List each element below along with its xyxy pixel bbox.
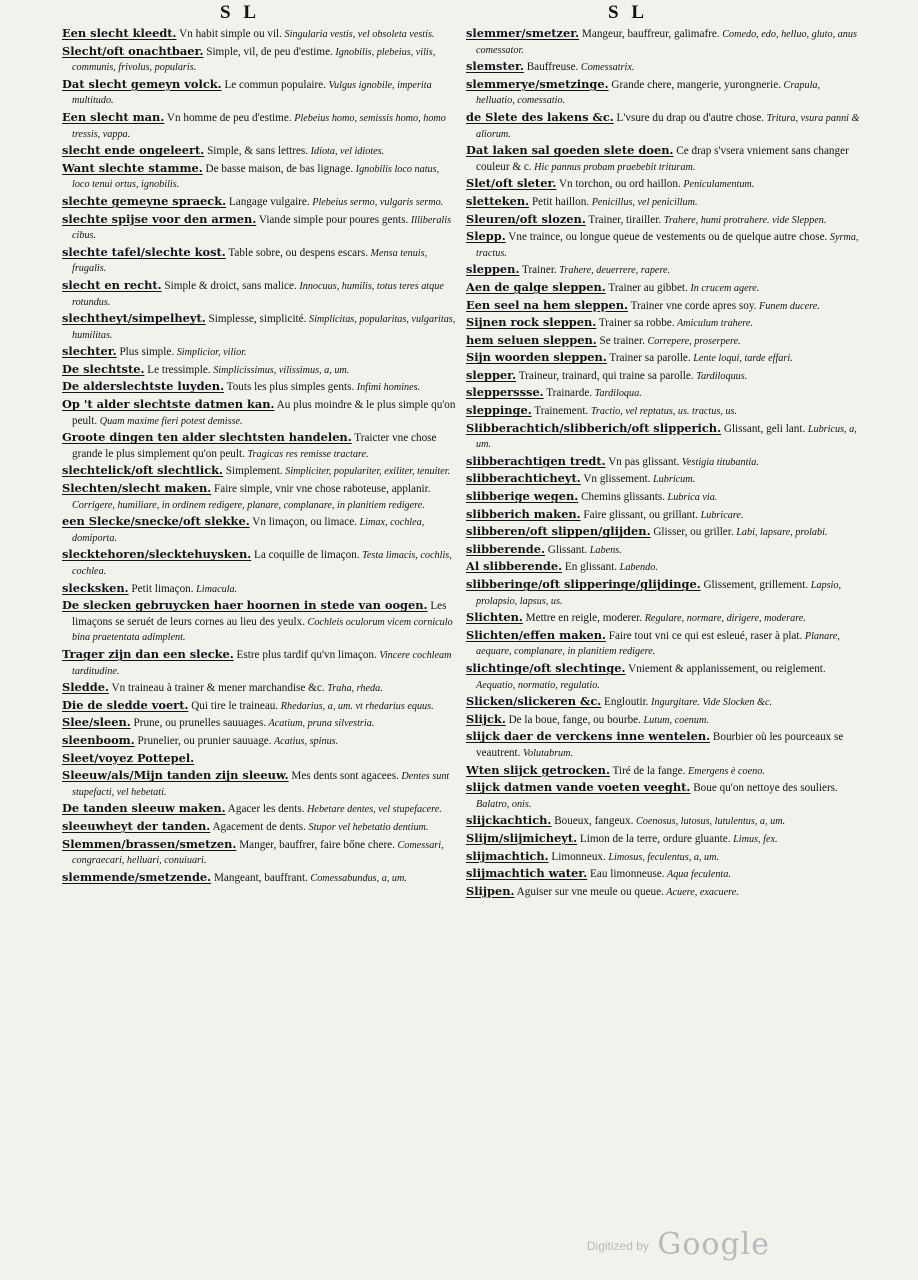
dictionary-entry [466, 421, 861, 453]
headword: slijmachtich water. [466, 866, 588, 881]
dictionary-entry [466, 577, 861, 609]
french-gloss: Simple & droict, sans malice. [161, 279, 297, 292]
latin-gloss: Crapula, helluatio, comessatio. [476, 79, 821, 107]
headword: slechtheyt/simpelheyt. [62, 311, 206, 326]
latin-gloss: Limacula. [193, 583, 238, 595]
headword: slecht en recht. [62, 277, 162, 292]
french-gloss: Vn glissement. [580, 473, 651, 486]
dictionary-entry [466, 229, 861, 261]
french-gloss: Prune, ou prunelles sauuages. [130, 717, 267, 730]
latin-gloss: Dentes sunt stupefacti, vel hebetati. [72, 771, 450, 798]
latin-gloss: Acatium, pruna silvestria. [266, 718, 375, 730]
latin-gloss: Limax, cochlea, domiporta. [72, 517, 425, 544]
headword: Slijck. [466, 711, 506, 726]
latin-gloss: In crucem agere. [687, 282, 760, 294]
headword: Slichten/effen maken. [466, 627, 606, 642]
latin-gloss: Quam maxime fieri potest demisse. [97, 415, 243, 427]
french-gloss: Le commun populaire. [221, 78, 327, 91]
french-gloss: Glissant, geli lant. [721, 422, 806, 435]
french-gloss: Trainement. [531, 405, 589, 418]
latin-gloss: Singularia vestis, vel obsoleta vestis. [281, 29, 435, 40]
latin-gloss: Plebeius homo, semissis homo, homo tressis, vappa. [72, 112, 446, 140]
headword: slecht ende ongeleert. [62, 143, 205, 158]
french-gloss: Petit limaçon. [128, 582, 194, 595]
headword: slibberinge/oft slipperinge/glijdinge. [466, 577, 701, 591]
french-gloss: Le tressimple. [144, 363, 211, 376]
headword: Aen de galge sleppen. [466, 279, 606, 294]
dictionary-entry [62, 870, 457, 887]
latin-gloss: Hebetare dentes, vel stupefacere. [304, 804, 442, 816]
dictionary-entry [466, 176, 861, 193]
dictionary-entry [466, 315, 861, 332]
latin-gloss: Aqua feculenta. [664, 869, 731, 881]
dictionary-entry [466, 694, 861, 711]
left-column [62, 26, 457, 1241]
headword: slepperssse. [466, 385, 544, 400]
headword: slijmachtich. [466, 848, 549, 863]
dictionary-entry [62, 463, 457, 480]
dictionary-entry [62, 344, 457, 361]
french-gloss: Aguiser sur vne meule ou queue. [514, 885, 664, 898]
latin-gloss: Mensa tenuis, frugalis. [72, 247, 428, 275]
headword: slibberachticheyt. [466, 471, 581, 486]
latin-gloss: Limus, fex. [730, 833, 778, 845]
headword: slemmende/smetzende. [62, 869, 212, 884]
latin-gloss: Lutum, coenum. [640, 714, 709, 726]
latin-gloss: Lubricum. [650, 474, 696, 486]
headword: Slechten/slecht maken. [62, 481, 212, 496]
french-gloss: Vniement & applanissement, ou reiglement. [625, 662, 826, 675]
dictionary-entry [466, 471, 861, 488]
latin-gloss: Tardiloquus. [693, 370, 748, 382]
dictionary-entry [466, 143, 861, 175]
latin-gloss: Volutabrum. [520, 747, 574, 759]
headword: slichtinge/oft slechtinge. [466, 660, 626, 675]
dictionary-entry [62, 698, 457, 715]
latin-gloss: Aequatio, normatio, regulatio. [476, 679, 600, 691]
headword: De slechtste. [62, 361, 145, 376]
headword: sletteken. [466, 193, 530, 208]
latin-gloss: Lubricare. [698, 509, 744, 521]
latin-gloss: Hic pannus probam praebebit trituram. [531, 161, 696, 173]
dictionary-entry [466, 849, 861, 866]
headword: slibberende. [466, 541, 545, 556]
latin-gloss: Simplicitas, popularitas, vulgaritas, humilitas. [72, 314, 456, 341]
dictionary-entry [62, 44, 457, 76]
dictionary-entry [62, 77, 457, 109]
headword: slechte tafel/slechte kost. [62, 244, 226, 259]
french-gloss: Trainer, tirailler. [585, 213, 662, 226]
latin-gloss: Tractio, vel reptatus, us. tractus, us. [588, 406, 738, 418]
latin-gloss: Acuere, exacuere. [663, 886, 739, 898]
headword: sleenboom. [62, 732, 135, 747]
french-gloss: Trainer sa robbe. [596, 317, 675, 330]
dictionary-entry [62, 110, 457, 142]
headword: slibberich maken. [466, 506, 581, 521]
french-gloss: Vn traineau à trainer & mener marchandise &c. [108, 682, 325, 695]
headword: Op 't alder slechtste datmen kan. [62, 397, 275, 412]
french-gloss: Agacer les dents. [225, 803, 305, 816]
dictionary-entry [62, 598, 457, 646]
dictionary-entry [466, 866, 861, 883]
headword: slibberachtigen tredt. [466, 453, 606, 468]
dictionary-entry [62, 733, 457, 750]
latin-gloss: Cochleis oculorum vicem corniculo bina praetentata adimplent. [72, 616, 453, 644]
dictionary-entry [62, 26, 457, 43]
headword: Sledde. [62, 680, 109, 695]
french-gloss: Ce drap s'vsera vniement sans changer couleur & c. [476, 145, 849, 173]
headword: Een slecht kleedt. [62, 26, 177, 40]
french-gloss: Boueux, fangeux. [551, 815, 634, 828]
latin-gloss: Testa limacis, cochlis, cochlea. [72, 550, 452, 577]
latin-gloss: Idiota, vel idiotes. [308, 146, 385, 158]
dictionary-entry [466, 403, 861, 420]
french-gloss: Simplesse, simplicité. [205, 313, 307, 326]
headword: Want slechte stamme. [62, 160, 203, 175]
watermark-small-text: Digitized by [586, 1239, 649, 1253]
dictionary-entry [62, 278, 457, 310]
latin-gloss: Lente loqui, tarde effari. [690, 353, 793, 365]
latin-gloss: Syrma, tractus. [476, 232, 859, 259]
dictionary-entry [62, 768, 457, 800]
dictionary-entry [62, 481, 457, 513]
dictionary-entry [62, 837, 457, 869]
french-gloss: Les limaçons se seruét de leurs cornes au lieu des yeulx. [72, 600, 447, 628]
dictionary-entry [62, 547, 457, 579]
dictionary-entry [62, 430, 457, 462]
latin-gloss: Vulgus ignobile, imperita multitudo. [72, 79, 432, 107]
latin-gloss: Labens. [587, 544, 622, 556]
running-head-right: S L [608, 2, 648, 23]
french-gloss: Tiré de la fange. [609, 764, 686, 777]
latin-gloss: Penicillus, vel penicillum. [589, 196, 698, 208]
headword: Slet/oft sleter. [466, 176, 557, 191]
headword: slepper. [466, 367, 517, 382]
french-gloss: Prunelier, ou prunier sauuage. [134, 734, 272, 747]
french-gloss: Langage vulgaire. [226, 195, 310, 208]
latin-gloss: Peniculamentum. [680, 179, 755, 191]
french-gloss: Agacement de dents. [210, 820, 306, 833]
latin-gloss: Limosus, feculentus, a, um. [605, 851, 720, 863]
headword: slecksken. [62, 580, 129, 595]
dictionary-entry [466, 385, 861, 402]
french-gloss: Vn habit simple ou vil. [176, 28, 282, 40]
french-gloss: Bourbier où les pourceaux se veautrent. [476, 731, 844, 759]
latin-gloss: Stupor vel hebetatio dentium. [305, 821, 429, 833]
latin-gloss: Planare, aequare, complanare, in planitiem redigere. [476, 630, 840, 658]
latin-gloss: Comedo, edo, helluo, gluto, anus comessator. [476, 29, 857, 56]
french-gloss: Manger, bauffrer, faire bőne chere. [236, 838, 395, 851]
latin-gloss: Lapsio, prolapsio, lapsus, us. [476, 580, 842, 607]
french-gloss: Boue qu'on nettoye des souliers. [690, 782, 838, 795]
dictionary-entry [62, 581, 457, 598]
headword: Slee/sleen. [62, 715, 131, 730]
french-gloss: Engloutir. [601, 696, 649, 709]
french-gloss: Table sobre, ou despens escars. [225, 246, 368, 259]
headword: Slecht/oft onachtbaer. [62, 43, 204, 58]
french-gloss: Limonneux. [548, 850, 606, 863]
headword: slibberen/oft slippen/glijden. [466, 524, 651, 539]
dictionary-entry [62, 194, 457, 211]
dictionary-entry [466, 884, 861, 901]
headword: slechte spijse voor den armen. [62, 211, 257, 226]
headword: slechtelick/oft slechtlick. [62, 463, 223, 478]
latin-gloss: Amiculum trahere. [674, 318, 753, 330]
french-gloss: Vn torchon, ou ord haillon. [556, 178, 681, 191]
french-gloss: Simple, vil, de peu d'estime. [203, 45, 333, 58]
french-gloss: L'vsure du drap ou d'autre chose. [613, 111, 765, 124]
latin-gloss: Innocuus, humilis, totus teres atque rotundus. [72, 280, 444, 308]
french-gloss: Eau limonneuse. [587, 868, 665, 881]
french-gloss: Simplement. [223, 465, 283, 478]
dictionary-entry [62, 819, 457, 836]
french-gloss: Bauffreuse. [523, 61, 579, 74]
french-gloss: Chemins glissants. [578, 491, 665, 504]
latin-gloss: Corrigere, humiliare, in ordinem redigere, planare, complanare, in planitiem redigere. [72, 499, 425, 511]
headword: hem seluen sleppen. [466, 332, 597, 347]
dictionary-entry [466, 59, 861, 76]
headword: Slepp. [466, 229, 506, 244]
latin-gloss: Labi, lapsare, prolabi. [733, 527, 828, 539]
dictionary-entry [466, 559, 861, 576]
french-gloss: Glissant. [544, 543, 588, 556]
latin-gloss: Comessatrix. [578, 62, 635, 74]
latin-gloss: Emergens è coeno. [685, 765, 765, 777]
latin-gloss: Plebeius sermo, vulgaris sermo. [309, 196, 444, 208]
latin-gloss: Trahere, humi protrahere. vide Sleppen. [661, 214, 827, 226]
headword: slibberige wegen. [466, 489, 579, 504]
french-gloss: Simple, & sans lettres. [204, 145, 309, 158]
latin-gloss: Balatro, onis. [476, 798, 532, 810]
headword: Sleuren/oft slozen. [466, 211, 586, 226]
dictionary-entry [466, 110, 861, 142]
dictionary-entry [62, 311, 457, 343]
latin-gloss: Tritura, vsura panni & aliorum. [476, 112, 860, 140]
latin-gloss: Simplicissimus, vilissimus, a, um. [210, 364, 350, 376]
dictionary-entry [466, 333, 861, 350]
google-logo: Google [657, 1227, 770, 1262]
dictionary-entry [62, 751, 457, 768]
dictionary-entry [466, 831, 861, 848]
headword: slijck daer de verckens inne wentelen. [466, 729, 711, 744]
dictionary-entry [466, 77, 861, 109]
latin-gloss: Vincere cochleam tarditudine. [72, 649, 452, 677]
latin-gloss: Illiberalis cibus. [72, 214, 452, 242]
headword: Die de sledde voert. [62, 697, 189, 712]
french-gloss: Trainer. [519, 264, 557, 277]
headword: Sijnen rock sleppen. [466, 315, 597, 330]
dictionary-entry [466, 489, 861, 506]
dictionary-entry [62, 143, 457, 160]
french-gloss: Viande simple pour poures gents. [256, 213, 409, 226]
dictionary-entry [466, 763, 861, 780]
headword: De tanden sleeuw maken. [62, 801, 226, 816]
french-gloss: Vn pas glissant. [605, 455, 680, 468]
dictionary-entry [466, 368, 861, 385]
headword: Een seel na hem sleppen. [466, 297, 628, 312]
headword: Slibberachtich/slibberich/oft slipperich. [466, 420, 722, 435]
dictionary-entry [466, 454, 861, 471]
dictionary-entry [62, 715, 457, 732]
headword: slechter. [62, 344, 117, 359]
french-gloss: Se trainer. [596, 334, 645, 347]
headword: Trager zijn dan een slecke. [62, 646, 234, 661]
dictionary-entry [466, 194, 861, 211]
french-gloss: Vn homme de peu d'estime. [164, 111, 292, 124]
headword: slemster. [466, 59, 524, 74]
french-gloss: Limon de la terre, ordure gluante. [577, 832, 731, 845]
headword: slechte gemeyne spraeck. [62, 193, 227, 208]
headword: de Slete des lakens &c. [466, 109, 614, 124]
french-gloss: Glisser, ou griller. [650, 526, 734, 539]
dictionary-entry [62, 161, 457, 193]
dictionary-entry [466, 212, 861, 229]
french-gloss: Glissement, grillement. [700, 579, 809, 591]
headword: slijckachtich. [466, 813, 552, 828]
headword: Groote dingen ten alder slechtsten handelen. [62, 430, 352, 445]
dictionary-entry [466, 780, 861, 812]
french-gloss: Plus simple. [116, 346, 175, 359]
french-gloss: Faire simple, vnir vne chose raboteuse, applanir. [211, 483, 431, 496]
headword: Een slecht man. [62, 109, 165, 124]
dictionary-entry [62, 245, 457, 277]
latin-gloss: Tragicas res remisse tractare. [244, 448, 369, 460]
french-gloss: Vn limaçon, ou limace. [249, 516, 357, 529]
headword: De slecken gebruycken haer hoornen in stede van oogen. [62, 598, 428, 613]
headword: Slichten. [466, 610, 523, 625]
headword: Slicken/slickeren &c. [466, 694, 602, 709]
latin-gloss: Ingurgitare. Vide Slocken &c. [648, 697, 773, 709]
latin-gloss: Coenosus, lutosus, lutulentus, a, um. [633, 816, 786, 828]
dictionary-entry [466, 298, 861, 315]
dictionary-entry [466, 712, 861, 729]
dictionary-entry [466, 542, 861, 559]
latin-gloss: Vestigia titubantia. [679, 456, 759, 468]
french-gloss: Traicter vne chose grande le plus simplement qu'on peult. [72, 432, 437, 460]
headword: slemmerye/smetzinge. [466, 76, 609, 91]
french-gloss: Traineur, trainard, qui traine sa parolle. [516, 369, 694, 382]
french-gloss: Faire tout vni ce qui est esleué, raser à plat. [605, 629, 803, 642]
latin-gloss: Simplicior, vilior. [174, 347, 247, 359]
headword: Sleeuw/als/Mijn tanden zijn sleeuw. [62, 768, 289, 783]
french-gloss: Petit haillon. [529, 195, 590, 208]
dictionary-entry [466, 661, 861, 693]
dictionary-entry [466, 813, 861, 830]
french-gloss: Grande chere, mangerie, yurongnerie. [608, 78, 781, 91]
latin-gloss: Ignobilis loco natus, loco tenui ortus, ignobilis. [72, 163, 440, 191]
latin-gloss: Comessabundus, a, um. [307, 872, 407, 884]
latin-gloss: Regulare, normare, dirigere, moderare. [642, 613, 806, 625]
headword: Sijn woorden sleppen. [466, 350, 607, 365]
latin-gloss: Ignobilis, plebeius, vilis, communis, frivolus, popularis. [72, 46, 436, 74]
dictionary-entry [62, 514, 457, 546]
french-gloss: En glissant. [562, 561, 618, 574]
latin-gloss: Rhedarius, a, um. vt rhedarius equus. [278, 700, 434, 712]
dictionary-entry [62, 647, 457, 679]
latin-gloss: Funem ducere. [756, 300, 820, 312]
french-gloss: Estre plus tardif qu'vn limaçon. [233, 648, 377, 661]
french-gloss: Trainer sa parolle. [606, 352, 691, 365]
dictionary-entry [62, 379, 457, 396]
latin-gloss: Comessari, congraecari, helluari, conuiuari. [72, 839, 444, 867]
dictionary-entry [62, 212, 457, 244]
french-gloss: De basse maison, de bas lignage. [202, 162, 354, 175]
dictionary-entry [62, 680, 457, 697]
french-gloss: Mettre en reigle, moderer. [522, 612, 643, 625]
headword: Slemmen/brassen/smetzen. [62, 836, 237, 851]
dictionary-entry [466, 280, 861, 297]
headword: Slijpen. [466, 883, 515, 898]
dictionary-entry [466, 26, 861, 58]
latin-gloss: Tardiloqua. [592, 388, 642, 400]
right-column [466, 26, 861, 1241]
french-gloss: Touts les plus simples gents. [224, 381, 355, 394]
dictionary-entry [466, 610, 861, 627]
dictionary-entry [466, 628, 861, 660]
latin-gloss: Lubricus, a, um. [476, 423, 857, 451]
latin-gloss: Traha, rheda. [324, 683, 383, 695]
headword: Wten slijck getrocken. [466, 762, 610, 777]
french-gloss: Trainer vne corde apres soy. [627, 299, 757, 312]
latin-gloss: Simpliciter, populariter, exiliter, tenuiter. [282, 466, 451, 478]
latin-gloss: Infimi homines. [354, 382, 421, 394]
french-gloss: Mes dents sont agacees. [288, 770, 399, 783]
headword: een Slecke/snecke/oft slekke. [62, 514, 250, 529]
french-gloss: Vne traince, ou longue queue de vestements ou de quelque autre chose. [505, 231, 828, 244]
latin-gloss: Trahere, deuerrere, rapere. [556, 265, 671, 277]
headword: De alderslechtste luyden. [62, 379, 225, 394]
french-gloss: La coquille de limaçon. [251, 549, 360, 562]
dictionary-entry [62, 801, 457, 818]
french-gloss: Mangeant, bauffrant. [211, 871, 308, 884]
headword: sleppen. [466, 262, 520, 277]
headword: sleppinge. [466, 403, 532, 418]
latin-gloss: Correpere, proserpere. [644, 335, 741, 347]
headword: slijck datmen vande voeten veeght. [466, 780, 691, 795]
french-gloss: Faire glissant, ou grillant. [580, 508, 699, 521]
dictionary-entry [466, 262, 861, 279]
headword: Al slibberende. [466, 559, 563, 574]
french-gloss: Trainarde. [543, 387, 593, 400]
dictionary-entry [62, 397, 457, 429]
latin-gloss: Lubrica via. [664, 492, 718, 504]
french-gloss: Qui tire le traineau. [188, 699, 279, 712]
running-head-left: S L [220, 2, 260, 23]
french-gloss: Trainer au gibbet. [605, 281, 688, 294]
latin-gloss: Acatius, spinus. [271, 735, 339, 747]
french-gloss: De la boue, fange, ou bourbe. [505, 713, 641, 726]
french-gloss: Mangeur, bauffreur, galimafre. [579, 28, 720, 40]
dictionary-entry [62, 362, 457, 379]
headword: slecktehoren/slecktehuysken. [62, 547, 252, 562]
headword: slemmer/smetzer. [466, 26, 580, 40]
latin-gloss: Labendo. [617, 562, 658, 574]
french-gloss: Au plus moindre & le plus simple qu'on peult. [72, 399, 456, 427]
dictionary-entry [466, 350, 861, 367]
headword: Dat slecht gemeyn volck. [62, 76, 222, 91]
headword: sleeuwheyt der tanden. [62, 818, 211, 833]
digitized-watermark [587, 1227, 770, 1262]
dictionary-entry [466, 524, 861, 541]
dictionary-entry [466, 729, 861, 761]
headword: Sleet/voyez Pottepel. [62, 750, 195, 765]
dictionary-entry [466, 507, 861, 524]
headword: Dat laken sal goeden slete doen. [466, 143, 674, 158]
headword: Slijm/slijmicheyt. [466, 830, 578, 845]
